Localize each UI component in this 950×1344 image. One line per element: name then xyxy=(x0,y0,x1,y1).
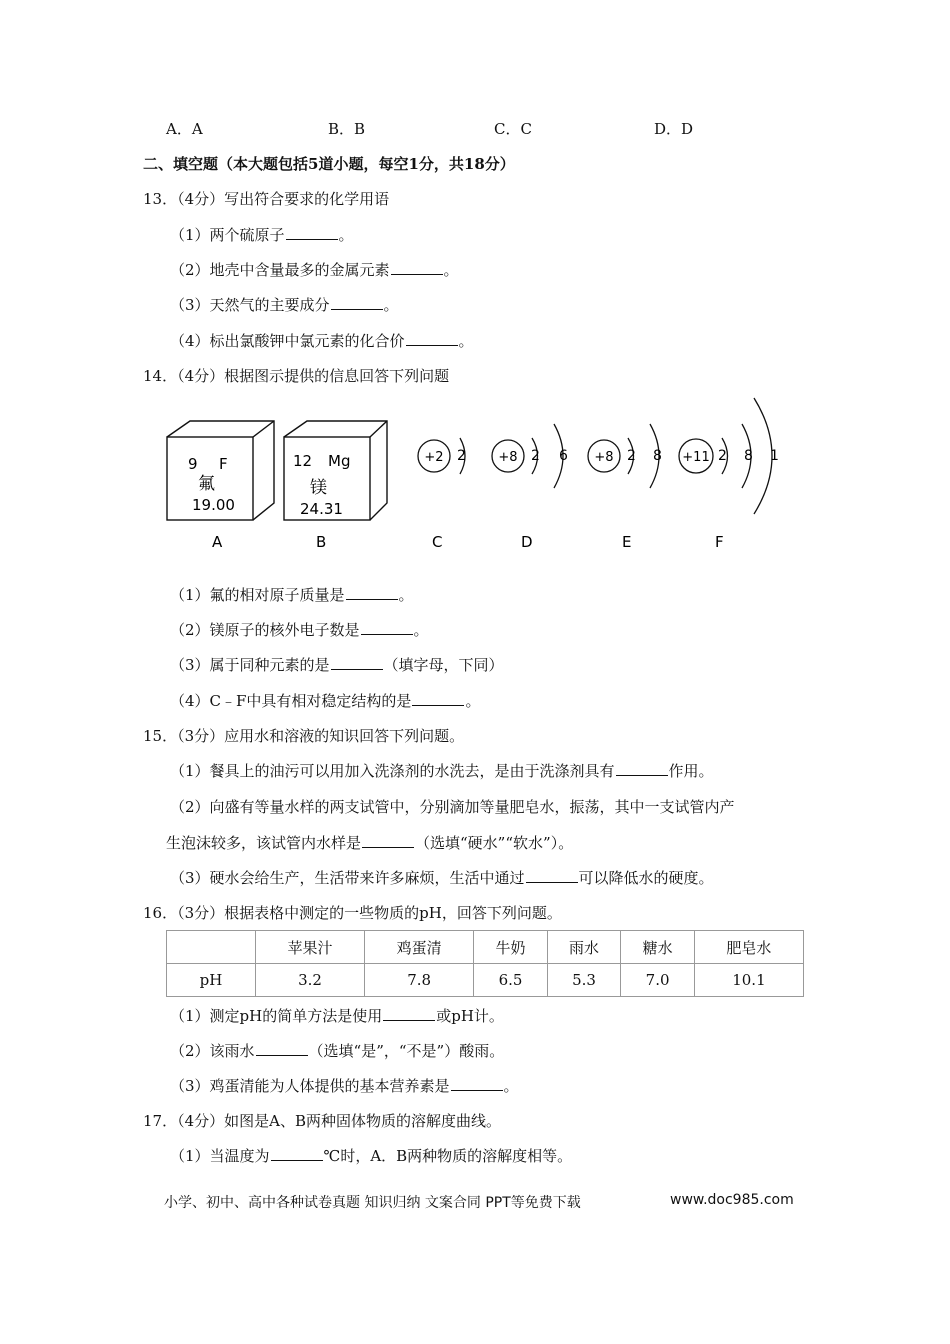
box-a-name: 氟 xyxy=(198,474,215,494)
box-b-symbol: Mg xyxy=(328,452,351,470)
q15-item-2-line-2: 生泡沫较多，该试管内水样是 （选填“硬水”“软水”）。 xyxy=(166,834,574,852)
box-a-symbol: F xyxy=(219,455,228,473)
ph-table-header-row xyxy=(167,931,804,964)
q13-item-4: （4）标出氯酸钾中氯元素的化合价 。 xyxy=(170,332,474,350)
table-cell: 5.3 xyxy=(547,964,621,997)
table-cell: 3.2 xyxy=(256,964,365,997)
q13-stem: 13．（4分）写出符合要求的化学用语 xyxy=(143,190,390,208)
box-b-mass: 24.31 xyxy=(300,500,343,518)
footer-text: 小学、初中、高中各种试卷真题 知识归纳 文案合同 PPT等免费下载 xyxy=(164,1195,581,1211)
answer-blank[interactable] xyxy=(406,344,458,346)
q13-item-1: （1）两个硫原子 。 xyxy=(170,226,354,244)
answer-blank[interactable] xyxy=(383,1019,435,1021)
atom-f-shell-2: 8 xyxy=(744,448,753,464)
q14-stem: 14．（4分）根据图示提供的信息回答下列问题 xyxy=(143,367,450,385)
q14-figure xyxy=(150,390,810,560)
atom-c-shell-1: 2 xyxy=(457,448,466,464)
label-c: C xyxy=(432,533,443,551)
answer-blank[interactable] xyxy=(256,1054,308,1056)
box-a-mass: 19.00 xyxy=(192,496,235,514)
answer-blank[interactable] xyxy=(346,598,398,600)
atom-d-shell-2: 6 xyxy=(559,448,568,464)
q15-item-1: （1）餐具上的油污可以用加入洗涤剂的水洗去，是由于洗涤剂具有 作用。 xyxy=(170,762,714,780)
q13-item-2: （2）地壳中含量最多的金属元素 。 xyxy=(170,261,459,279)
box-b-name: 镁 xyxy=(310,478,327,498)
atom-c-nucleus: +2 xyxy=(424,450,444,465)
label-a: A xyxy=(212,533,223,551)
q14-item-2: （2）镁原子的核外电子数是 。 xyxy=(170,621,429,639)
answer-blank[interactable] xyxy=(362,846,414,848)
answer-blank[interactable] xyxy=(331,668,383,670)
option-c: C．C xyxy=(494,120,532,138)
q14-item-1: （1）氟的相对原子质量是 。 xyxy=(170,586,414,604)
box-a-number: 9 xyxy=(188,455,198,473)
table-cell: 10.1 xyxy=(694,964,803,997)
ph-table-row xyxy=(167,964,804,997)
label-e: E xyxy=(622,533,632,551)
table-header: 雨水 xyxy=(547,931,621,964)
answer-blank[interactable] xyxy=(286,238,338,240)
table-header: 苹果汁 xyxy=(256,931,365,964)
atom-e-shell-1: 2 xyxy=(627,448,636,464)
label-b: B xyxy=(316,533,327,551)
label-d: D xyxy=(521,533,533,551)
q13-item-3: （3）天然气的主要成分 。 xyxy=(170,296,399,314)
answer-blank[interactable] xyxy=(526,881,578,883)
option-d: D．D xyxy=(654,120,694,138)
table-cell: 6.5 xyxy=(474,964,548,997)
q16-stem: 16．（3分）根据表格中测定的一些物质的pH，回答下列问题。 xyxy=(143,904,562,922)
q16-item-3: （3）鸡蛋清能为人体提供的基本营养素是 。 xyxy=(170,1077,519,1095)
atom-e-nucleus: +8 xyxy=(594,450,614,465)
atom-f-shell-3: 1 xyxy=(770,448,779,464)
q17-stem: 17．（4分）如图是A、B两种固体物质的溶解度曲线。 xyxy=(143,1112,501,1130)
table-cell: pH xyxy=(167,964,256,997)
answer-blank[interactable] xyxy=(271,1159,323,1161)
box-b-number: 12 xyxy=(293,452,313,470)
atom-e-shell-2: 8 xyxy=(653,448,662,464)
atom-f-shell-1: 2 xyxy=(718,448,727,464)
table-header: 牛奶 xyxy=(474,931,548,964)
label-f: F xyxy=(715,533,724,551)
table-header: 肥皂水 xyxy=(694,931,803,964)
q17-item-1: （1）当温度为 ℃时，A．B两种物质的溶解度相等。 xyxy=(170,1147,573,1165)
ph-table xyxy=(166,930,804,997)
table-header: 糖水 xyxy=(621,931,695,964)
atom-d-nucleus: +8 xyxy=(498,450,518,465)
answer-blank[interactable] xyxy=(331,308,383,310)
q14-item-3: （3）属于同种元素的是 （填字母，下同） xyxy=(170,656,504,674)
table-cell: 7.0 xyxy=(621,964,695,997)
answer-blank[interactable] xyxy=(391,273,443,275)
answer-blank[interactable] xyxy=(616,774,668,776)
atom-d-shell-1: 2 xyxy=(531,448,540,464)
table-header: 鸡蛋清 xyxy=(365,931,474,964)
q15-stem: 15．（3分）应用水和溶液的知识回答下列问题。 xyxy=(143,727,465,745)
option-b: B．B xyxy=(328,120,366,138)
atom-f-nucleus: +11 xyxy=(682,450,710,465)
answer-blank[interactable] xyxy=(451,1089,503,1091)
answer-blank[interactable] xyxy=(412,704,464,706)
table-cell: 7.8 xyxy=(365,964,474,997)
q16-item-2: （2）该雨水 （选填“是”，“不是”）酸雨。 xyxy=(170,1042,505,1060)
option-a: A．A xyxy=(166,120,203,138)
q15-item-3: （3）硬水会给生产，生活带来许多麻烦，生活中通过 可以降低水的硬度。 xyxy=(170,869,714,887)
table-header xyxy=(167,931,256,964)
footer-website-link[interactable]: www.doc985.com xyxy=(670,1192,794,1208)
section-title: 二、填空题（本大题包括5道小题，每空1分，共18分） xyxy=(143,155,515,173)
q14-item-4: （4）C﹣F中具有相对稳定结构的是 。 xyxy=(170,692,481,710)
q16-item-1: （1）测定pH的简单方法是使用 或pH计。 xyxy=(170,1007,504,1025)
q15-item-2-line-1: （2）向盛有等量水样的两支试管中，分别滴加等量肥皂水，振荡，其中一支试管内产 xyxy=(170,798,735,816)
answer-blank[interactable] xyxy=(361,633,413,635)
